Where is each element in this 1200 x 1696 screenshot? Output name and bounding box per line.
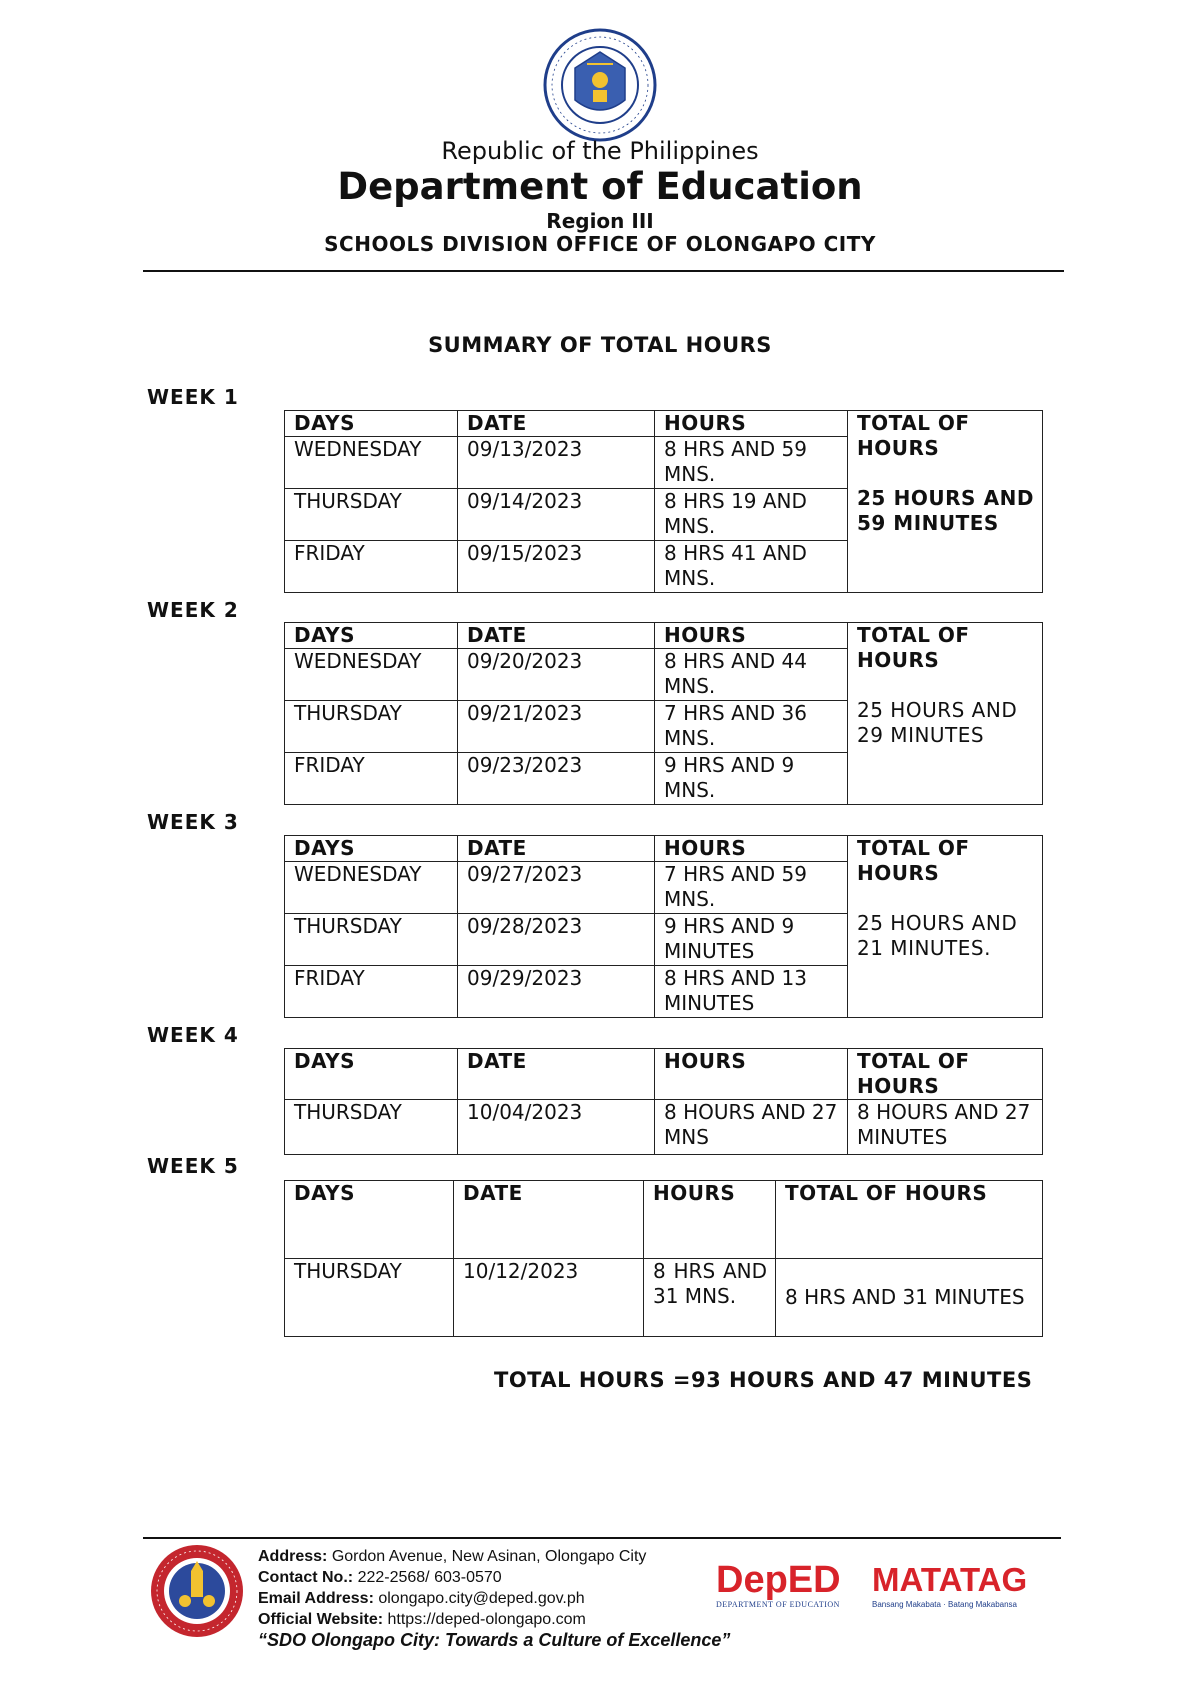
republic-text: Republic of the Philippines	[441, 137, 759, 165]
department-title: Department of Education	[337, 165, 863, 208]
date-cell: 09/23/2023	[458, 753, 655, 805]
matatag-logo-subtext: Bansang Makabata · Batang Makabansa	[872, 1600, 1017, 1609]
email-value[interactable]: olongapo.city@deped.gov.ph	[378, 1590, 585, 1607]
total-header: TOTAL OF HOURS	[776, 1181, 1043, 1259]
deped-logo	[716, 1560, 862, 1620]
contact-line	[258, 1569, 502, 1587]
total-header-2: HOURS	[857, 648, 940, 672]
week-5-label: WEEK 5	[147, 1154, 239, 1178]
website-label: Official Website:	[258, 1611, 384, 1628]
matatag-logo-text: MATATAG	[872, 1561, 1028, 1598]
days-header: DAYS	[285, 1049, 458, 1100]
hours-cell: 9 HRS AND 9 MNS.	[655, 753, 848, 805]
grand-total: TOTAL HOURS =93 HOURS AND 47 MINUTES	[494, 1368, 1033, 1392]
date-cell: 09/14/2023	[458, 489, 655, 541]
region-text: Region III	[546, 209, 654, 233]
week-2-table	[284, 622, 1043, 805]
date-cell: 09/27/2023	[458, 862, 655, 914]
day-cell: FRIDAY	[285, 753, 458, 805]
day-cell: WEDNESDAY	[285, 862, 458, 914]
hours-cell: 7 HRS AND 36 MNS.	[655, 701, 848, 753]
hours-header: HOURS	[655, 836, 848, 862]
date-cell: 09/13/2023	[458, 437, 655, 489]
summary-title: SUMMARY OF TOTAL HOURS	[428, 333, 772, 357]
date-header: DATE	[458, 411, 655, 437]
date-header: DATE	[454, 1181, 644, 1259]
deped-logo-text: DepED	[716, 1559, 841, 1601]
division-text: SCHOOLS DIVISION OFFICE OF OLONGAPO CITY	[324, 232, 876, 256]
date-cell: 10/04/2023	[458, 1100, 655, 1155]
week-1-label: WEEK 1	[147, 385, 239, 409]
hours-cell: 8 HRS AND 59 MNS.	[655, 437, 848, 489]
hours-cell: 8 HRS AND 13 MINUTES	[655, 966, 848, 1018]
days-header: DAYS	[285, 623, 458, 649]
week-3-label: WEEK 3	[147, 810, 239, 834]
day-cell: FRIDAY	[285, 966, 458, 1018]
contact-label: Contact No.:	[258, 1569, 354, 1586]
week-2-label: WEEK 2	[147, 598, 239, 622]
total-header	[848, 1049, 1043, 1100]
total-header-bottom: HOURS	[857, 1074, 940, 1098]
week-1-table	[284, 410, 1043, 593]
email-line	[258, 1590, 585, 1608]
date-header: DATE	[458, 1049, 655, 1100]
date-cell: 09/15/2023	[458, 541, 655, 593]
hours-cell: 8 HOURS AND 27 MNS	[655, 1100, 848, 1155]
week-total: 8 HOURS AND 27 MINUTES	[848, 1100, 1043, 1155]
total-cell	[848, 623, 1043, 805]
footer-divider	[143, 1537, 1061, 1539]
day-cell: THURSDAY	[285, 1259, 454, 1337]
total-header: TOTAL OF	[857, 836, 970, 860]
deped-seal	[543, 28, 657, 142]
week-total: 8 HRS AND 31 MINUTES	[776, 1259, 1043, 1337]
address-line	[258, 1548, 646, 1566]
week-3-table	[284, 835, 1043, 1018]
total-cell	[848, 411, 1043, 593]
date-header: DATE	[458, 623, 655, 649]
date-header: DATE	[458, 836, 655, 862]
day-cell: THURSDAY	[285, 1100, 458, 1155]
hours-header: HOURS	[655, 623, 848, 649]
total-cell	[848, 836, 1043, 1018]
hours-cell: 8 HRS AND 31 MNS.	[644, 1259, 776, 1337]
week-total: 25 HOURS AND 29 MINUTES	[857, 698, 1018, 747]
address-value: Gordon Avenue, New Asinan, Olongapo City	[331, 1548, 647, 1565]
email-label: Email Address:	[258, 1590, 374, 1607]
day-cell: THURSDAY	[285, 489, 458, 541]
motto: “SDO Olongapo City: Towards a Culture of Excellence”	[258, 1630, 731, 1650]
date-cell: 09/21/2023	[458, 701, 655, 753]
days-header: DAYS	[285, 1181, 454, 1259]
contact-value: 222-2568/ 603-0570	[357, 1569, 502, 1586]
website-value[interactable]: https://deped-olongapo.com	[387, 1611, 586, 1628]
total-header-top: TOTAL OF	[857, 1049, 970, 1073]
date-cell: 09/29/2023	[458, 966, 655, 1018]
total-header: TOTAL OF	[857, 623, 970, 647]
sdo-olongapo-seal	[149, 1543, 245, 1639]
day-cell: WEDNESDAY	[285, 649, 458, 701]
website-line	[258, 1611, 586, 1629]
date-cell: 10/12/2023	[454, 1259, 644, 1337]
day-cell: THURSDAY	[285, 701, 458, 753]
day-cell: FRIDAY	[285, 541, 458, 593]
date-cell: 09/20/2023	[458, 649, 655, 701]
hours-cell: 8 HRS AND 44 MNS.	[655, 649, 848, 701]
total-header-2: HOURS	[857, 861, 940, 885]
day-cell: WEDNESDAY	[285, 437, 458, 489]
hours-cell: 8 HRS 19 AND MNS.	[655, 489, 848, 541]
hours-header: HOURS	[655, 411, 848, 437]
matatag-logo	[872, 1560, 1042, 1620]
week-4-table	[284, 1048, 1043, 1155]
days-header: DAYS	[285, 836, 458, 862]
total-header: TOTAL OF	[857, 411, 970, 435]
hours-cell: 9 HRS AND 9 MINUTES	[655, 914, 848, 966]
day-cell: THURSDAY	[285, 914, 458, 966]
date-cell: 09/28/2023	[458, 914, 655, 966]
hours-header: HOURS	[655, 1049, 848, 1100]
address-label: Address:	[258, 1548, 328, 1565]
header-divider	[143, 270, 1064, 272]
days-header: DAYS	[285, 411, 458, 437]
week-5-table	[284, 1180, 1043, 1337]
week-total: 25 HOURS AND 59 MINUTES	[857, 486, 1034, 535]
total-header-2: HOURS	[857, 436, 940, 460]
hours-cell: 7 HRS AND 59 MNS.	[655, 862, 848, 914]
week-4-label: WEEK 4	[147, 1023, 239, 1047]
week-total: 25 HOURS AND 21 MINUTES.	[857, 911, 1018, 960]
hours-cell: 8 HRS 41 AND MNS.	[655, 541, 848, 593]
hours-header: HOURS	[644, 1181, 776, 1259]
deped-logo-subtext: DEPARTMENT OF EDUCATION	[716, 1600, 840, 1609]
